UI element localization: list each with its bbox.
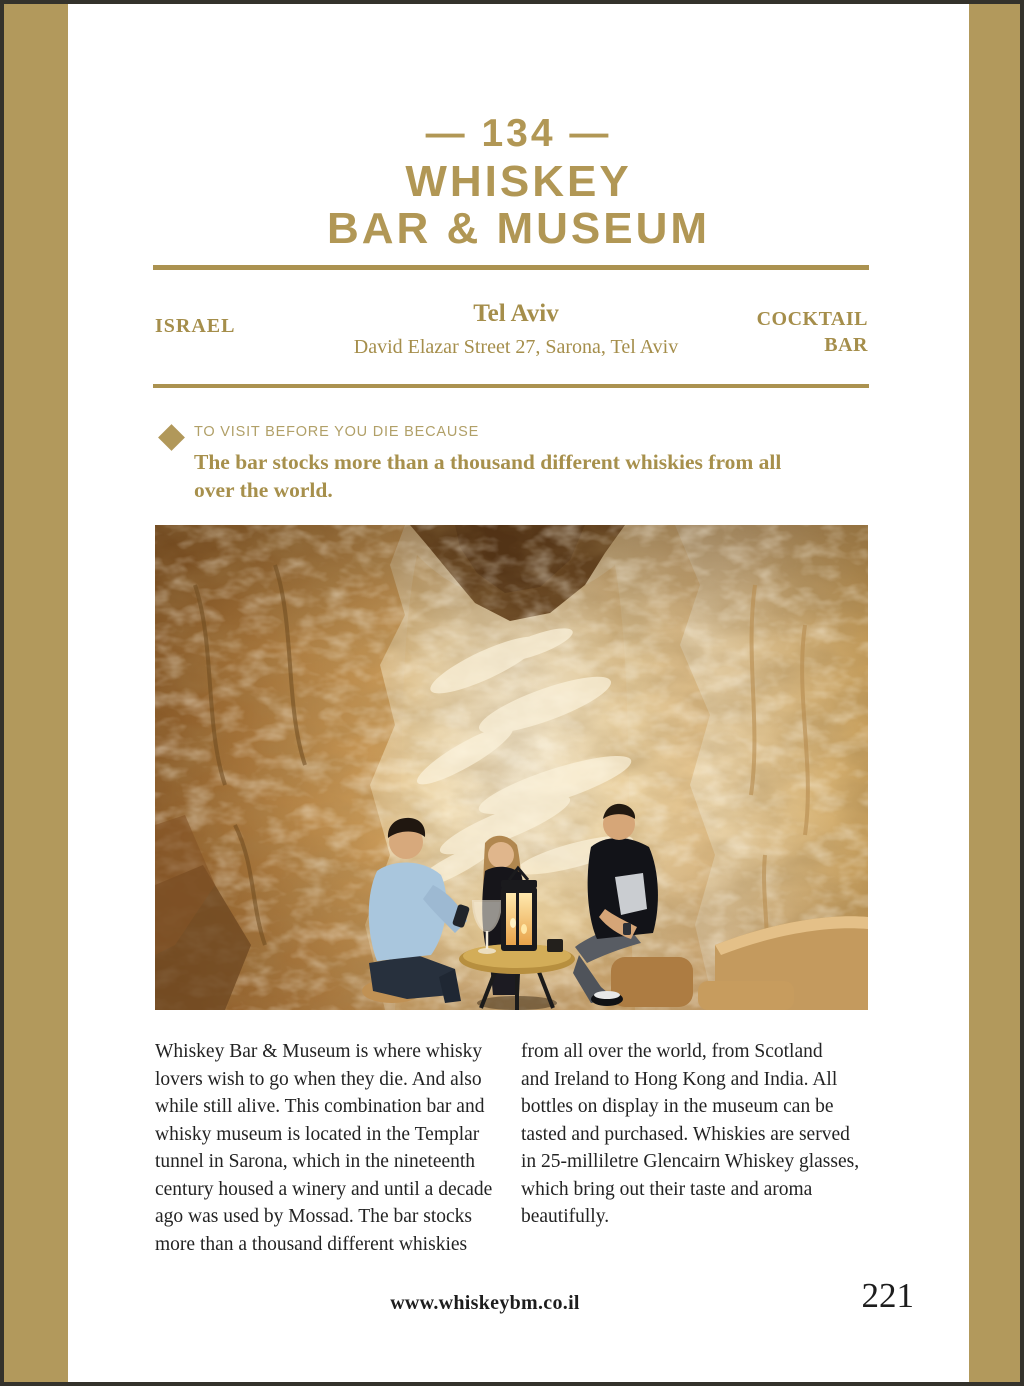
- country-label: ISRAEL: [155, 315, 236, 337]
- reason-text: [194, 448, 781, 504]
- reason-heading: TO VISIT BEFORE YOU DIE BECAUSE: [194, 424, 480, 440]
- address-label: David Elazar Street 27, Sarona, Tel Aviv: [353, 336, 679, 358]
- reason-text-line1: The bar stocks more than a thousand different whiskies from all: [194, 450, 782, 474]
- entry-header: [68, 110, 969, 252]
- entry-title-line1: WHISKEY: [405, 157, 632, 206]
- body-line: whisky museum is located in the Templar: [155, 1123, 480, 1145]
- diamond-icon: [158, 424, 185, 451]
- body-text-column-1: [155, 1038, 510, 1258]
- location-block: [268, 299, 764, 362]
- lantern: [501, 868, 537, 951]
- body-line: lovers wish to go when they die. And also: [155, 1068, 482, 1090]
- body-line: ago was used by Mossad. The bar stocks: [155, 1206, 473, 1227]
- divider-rule-top: [153, 265, 869, 270]
- page-number: 221: [861, 1276, 914, 1315]
- divider-rule-bottom: [153, 384, 869, 388]
- category-line2: BAR: [824, 334, 868, 356]
- body-line: tasted and purchased. Whiskies are served: [521, 1123, 850, 1145]
- body-line: Whiskey Bar & Museum is where whisky: [155, 1041, 483, 1062]
- body-line: in 25-milliletre Glencairn Whiskey glasses,: [521, 1151, 860, 1172]
- venue-photo: [155, 525, 868, 1010]
- category-line1: COCKTAIL: [756, 308, 868, 330]
- body-line: and Ireland to Hong Kong and India. All: [521, 1068, 838, 1090]
- reason-text-line2: over the world.: [194, 478, 333, 502]
- gold-margin-right: [969, 4, 1020, 1382]
- body-line: which bring out their taste and aroma: [521, 1178, 813, 1200]
- city-label: Tel Aviv: [473, 300, 559, 327]
- body-line: while still alive. This combination bar and: [155, 1096, 485, 1117]
- entry-title-line2: BAR & MUSEUM: [326, 204, 711, 253]
- table-cup: [547, 939, 563, 952]
- body-line: tunnel in Sarona, which in the nineteenth: [155, 1151, 476, 1172]
- body-line: bottles on display in the museum can be: [521, 1096, 834, 1117]
- category-label: [757, 306, 868, 358]
- body-line: from all over the world, from Scotland: [521, 1041, 823, 1062]
- gold-margin-left: [4, 4, 68, 1382]
- entry-number: — 134 —: [425, 112, 612, 155]
- website-url: www.whiskeybm.co.il: [390, 1292, 580, 1314]
- body-line: more than a thousand different whiskies: [155, 1233, 468, 1255]
- body-line: beautifully.: [521, 1206, 610, 1227]
- body-text-column-2: [521, 1038, 876, 1231]
- body-line: century housed a winery and until a decade: [155, 1178, 493, 1200]
